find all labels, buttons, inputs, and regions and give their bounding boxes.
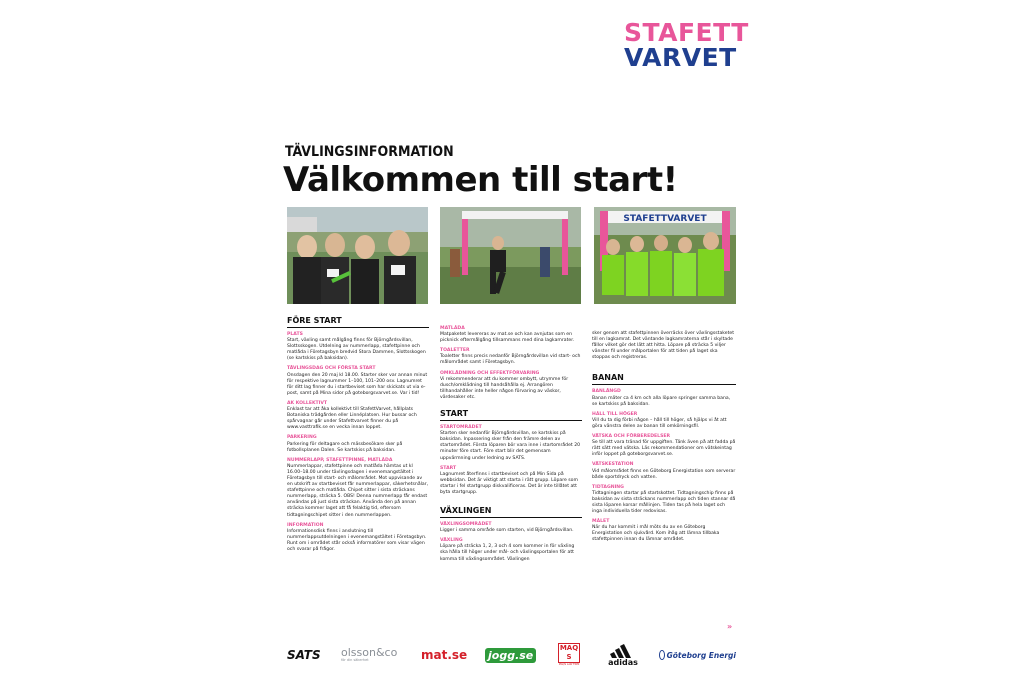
olsson-tagline: för din säkerhet: [341, 658, 369, 662]
subheading: START: [440, 465, 457, 471]
item: [287, 366, 429, 396]
logo-line2: VARVET: [624, 43, 737, 72]
subheading: AK KOLLEKTIVT: [287, 400, 328, 406]
paragraph: Toaletter finns precis nedanför Björngårdsvillan vid start- och målområdet samt i Företagsbyn.: [440, 354, 581, 366]
paragraph: Nummerlappar, stafettpinne och matlåda hämtas ut kl 16.00–18.00 under tävlingsdagen i evenemangstältet i Företagsbyn till start- och målområdet. Mot uppvisande av en utskrift av startbeviset får nummerlappar, säkerhetsnålar, stafettpinne och matlåda. Chipet sitter i sista sträckans nummerlapp, sträcka 5. OBS! Denna nummerlapp får endast användas på just sista sträckan. Använda den på annan sträcka kommer laget att få felaktig tid, eftersom tidtagningschipet sitter i den nummerlappen.: [287, 463, 429, 518]
paragraph: Matpaketet levereras av mat.se och kan avnjutas som en picknick eftermålgång tillsammans med dina lagkamrater.: [440, 332, 575, 344]
column-fore-start: [287, 316, 429, 553]
paragraph: Start, växling samt målgång finns för Björngårdsvillan, Slottsskogen. Utdelning av nummerlapp, stafettpinne och matlåda i Företagsbyn bredvid Stora Dammen, Slottsskogen (se kartskiss på baksidan).: [287, 338, 426, 362]
paragraph: Tidtagningen startar på startskottet. Tidtagningschip finns på baksidan av sista sträckans nummerlapp och tiden stannar då sista löparen korsar mållinjen. Tiden tas på hela laget och inga individuella tider redovisas.: [592, 490, 736, 515]
item: [440, 348, 582, 366]
subheading: NUMMERLAPP, STAFETTPINNE, MATLÅDA: [287, 457, 393, 463]
subheading: STARTOMRÅDET: [440, 425, 482, 431]
subheading: PLATS: [287, 332, 303, 337]
logo-line1: STAFETT: [624, 18, 749, 47]
subheading: VÄXLINGSOMRÅDET: [440, 522, 492, 528]
jogg-logo: [485, 640, 534, 670]
subheading: OMKLÄDNING OCH EFFEKTFÖRVARING: [440, 370, 540, 376]
item: [287, 332, 429, 362]
photo-team-women: [287, 207, 428, 304]
paragraph: Löpare på sträcka 1, 2, 3 och 4 som kommer in för växling ska hålla till höger under mål- och växlingsportalen för att komma till växlingsområdet. Växlingen: [440, 544, 575, 562]
photo-banner-text: STAFETTVARVET: [623, 214, 707, 224]
paragraph: Vill du ta dig förbi någon – håll till höger, så hjälps vi åt att göra vänstra delen av banan till omkörningsfil.: [592, 417, 727, 429]
item: [592, 485, 736, 515]
item: [592, 412, 736, 430]
item: [440, 371, 582, 401]
item: [440, 522, 582, 534]
column-right: [592, 331, 736, 544]
subheading: VÄTSKESTATION: [592, 462, 634, 468]
subheading: HÅLL TILL HÖGER: [592, 411, 638, 417]
item: [592, 462, 736, 480]
subheading: MATLÅDA: [440, 326, 465, 331]
item: [440, 326, 582, 344]
paragraph: Informationsdisk finns i anslutning till nummerlappsutdelningen i evenemangstältet i Företagsbyn. Runt om i området står också informatörer som visar vägen och svarar på frågor.: [287, 528, 427, 552]
item: [287, 401, 429, 431]
item: [440, 466, 582, 496]
jogg-logo-text: jogg.se: [485, 648, 536, 663]
item: [287, 523, 429, 553]
subheading: PARKERING: [287, 435, 317, 441]
paragraph: Onsdagen den 20 maj kl 18.00. Starter sker var annan minut för respektive lagnummer 1–100, 101–200 osv. Lagnumret för ditt lag finner du i startbeviset som har skickats ut via e-post, samt på Mina sidor på goteborgsvarvet.se. Var i tid!: [287, 372, 428, 396]
item: [287, 435, 429, 453]
subheading: BANLÄNGD: [592, 389, 621, 395]
column-middle: [440, 326, 582, 563]
paragraph: Starten sker nedanför Björngårdsvillan, se kartskiss på baksidan. Inpassering sker från den främre delen av startområdet. Första löparen bör vara inne i startområdet 20 minuter före start. Före start blir det gemensam uppvärmning under ledning av SATS.: [440, 431, 581, 461]
subheading: VÄXLING: [440, 538, 463, 544]
paragraph: När du har kommit i mål möts du av en Göteborg Energistation och sjukvård. Kom ihåg att lämna tillbaka stafettpinnen innan du lämnar området.: [592, 525, 720, 543]
sats-logo: [287, 640, 323, 670]
page-title: Välkommen till start!: [283, 160, 678, 200]
maqs-logo: [555, 640, 583, 670]
section-title-vaxlingen: VÄXLINGEN: [440, 506, 582, 518]
paragraph: Enklast tar att åka kollektivt till StafettVarvet, hållplats Botaniska trädgården eller Linnéplatsen. Hur bussar och spårvagnar går under Stafettvarvet finner du på www.vasttrafik.se en vecka innan loppet.: [287, 407, 417, 431]
paragraph: Ligger i samma område som starten, vid Björngårdsvillan.: [440, 528, 574, 534]
adidas-logo: [603, 640, 643, 670]
item: [592, 434, 736, 458]
stafettvarvet-logo: [624, 18, 749, 72]
section-title-banan: BANAN: [592, 373, 736, 385]
photo-team-green: [594, 207, 736, 304]
subheading: TÄVLINGSDAG OCH FÖRSTA START: [287, 366, 376, 372]
paragraph: Banan mäter ca 4 km och alla löpare springer samma bana, se kartskiss på baksidan.: [592, 395, 731, 407]
paragraph: Vid målområdet finns en Göteborg Energistation som serverar både sportdryck och vatten.: [592, 468, 736, 480]
mat-logo-text: mat.se: [421, 648, 468, 662]
olsson-logo-text: olsson&co: [341, 646, 398, 659]
subheading: TOALETTER: [440, 348, 470, 354]
gbg-icon: [659, 650, 665, 660]
paragraph: Lagnumret återfinns i startbeviset och på Min Sida på webbsidan. Det är viktigt att starta i rätt grupp. Löpare som startar i fel startgrupp diskvalificeras. Det är inte tillåtet att byta startgrupp.: [440, 471, 578, 495]
item: [440, 425, 582, 462]
adidas-logo-text: adidas: [608, 657, 638, 667]
item: [440, 538, 582, 562]
sats-logo-text: SATS: [287, 648, 321, 662]
paragraph: Se till att vara tränad för uppgiften. Tänk även på att fadda på rätt sätt med vätska. Läs rekommendationer om vätskeintag inför loppet på goteborgsvarvet.se.: [592, 440, 736, 458]
item: [592, 389, 736, 407]
sponsor-bar: [287, 640, 736, 670]
adidas-stripes-icon: [610, 644, 636, 658]
subheading: TIDTAGNING: [592, 484, 624, 490]
continue-arrow-icon: »: [727, 622, 733, 631]
paragraph: sker genom att stafettpinnen överräcks över växlingsstaketet till en lagkamrat. Det väntande lagkamraterna står i skyltade fållor vilket gör det lätt att hitta. Löpare på sträcka 5 viljer vänster fil under målportalen för att tiden på laget ska stoppas och registreras.: [592, 331, 735, 361]
subheading: INFORMATION: [287, 522, 324, 528]
olsson-logo: [341, 640, 407, 670]
maqs-logo-mark: MAQS: [559, 644, 579, 661]
mat-logo: [421, 640, 469, 670]
paragraph: Parkering för deltagare och mässbesökare sker på fotbollsplanen Dalen. Se kartskiss på baksidan.: [287, 441, 403, 453]
section-title-fore-start: FÖRE START: [287, 316, 429, 328]
item: [287, 458, 429, 519]
photo-runner-finish: [440, 207, 581, 304]
gbg-logo-text: Göteborg Energi: [666, 650, 736, 660]
kicker-title: TÄVLINGSINFORMATION: [285, 144, 454, 160]
subheading: MÅLET: [592, 519, 610, 525]
goteborg-energi-logo: [659, 640, 736, 670]
item: [592, 519, 736, 543]
maqs-tagline: MAQS LAW FIRM: [558, 663, 580, 666]
section-title-start: START: [440, 409, 582, 421]
subheading: VÄTSKA OCH FÖRBEREDELSER: [592, 434, 671, 440]
paragraph: Vi rekommenderar att du kommer ombytt, utrymme för dusch/omklädning till handsåhålla ej. Arrangören tillhandahåller inte heller någon förvaring av väskor, värdesaker etc.: [440, 376, 569, 400]
